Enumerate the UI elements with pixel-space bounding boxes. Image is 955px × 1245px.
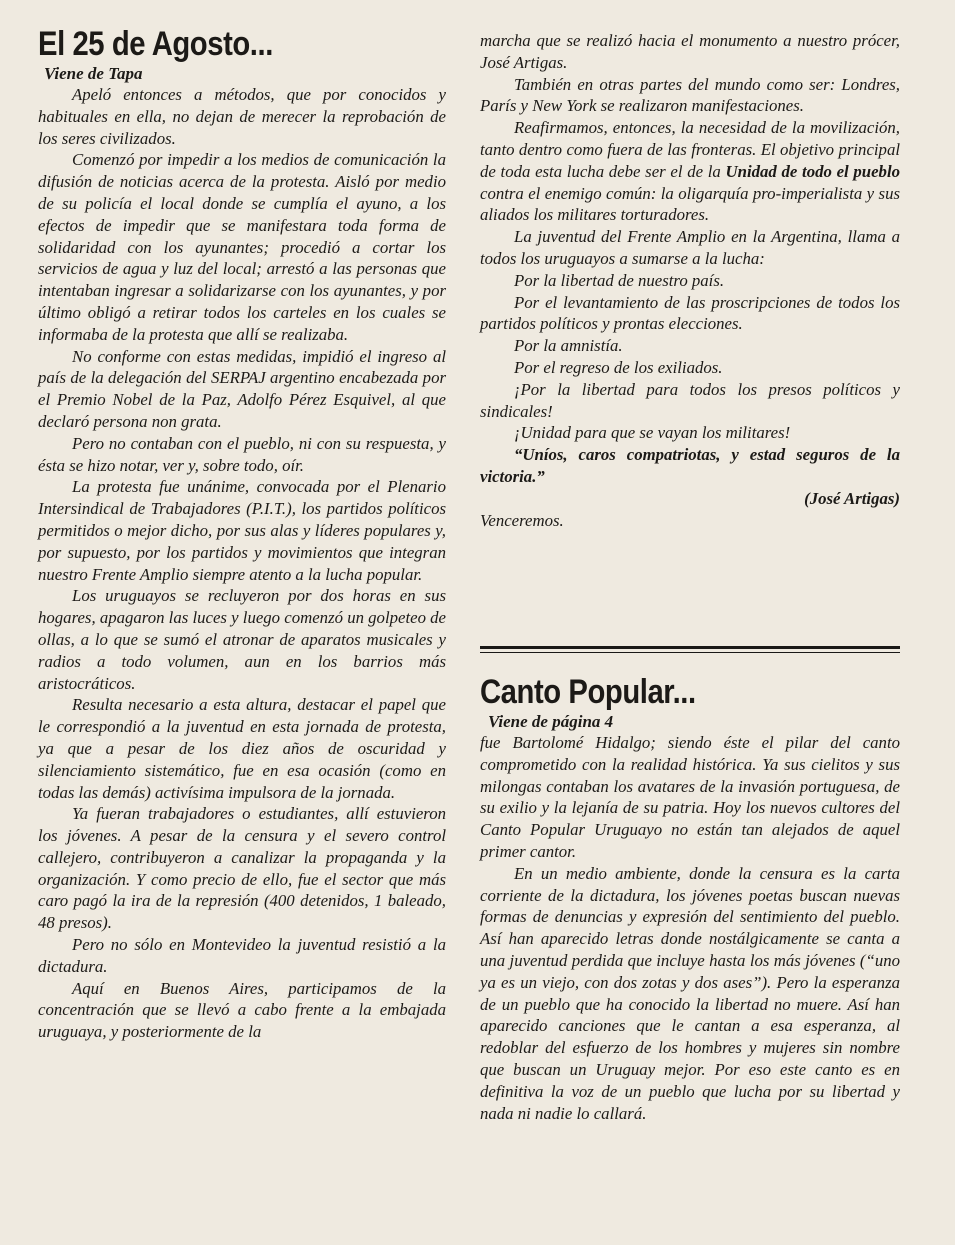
paragraph-text: Reafirmamos, entonces, la necesidad de la movilización, tanto dentro como fuera de las fronteras. El objetivo principal de toda esta lucha debe ser el de la (480, 118, 900, 181)
article-headline-canto-popular: Canto Popular... (480, 673, 696, 711)
left-column (38, 24, 446, 1043)
slogan: Por la libertad de nuestro país. (514, 270, 725, 290)
artigas-quote (480, 444, 900, 488)
paragraph: Resulta necesario a esta altura, destacar el papel que le correspondió a la juventud en esta jornada de protesta, ya que a pesar de los diez años de oscuridad y silenciamiento sistemático, fue en esa ocasión (como en todas las demás) activísima impulsora de la jornada. (38, 695, 446, 802)
paragraph: Pero no sólo en Montevideo la juventud resistió a la dictadura. (38, 935, 446, 976)
paragraph: En un medio ambiente, donde la censura es la carta corriente de la dictadura, los jóvenes poetas buscan nuevas formas de denuncias y expresión del sentimiento del pueblo. Así han aparecido letras donde nostálgicamente se canta a una juventud perdida que incluye hasta los más jóvenes (“uno ya es un viejo, con dos zotas y dos ases”). Pero la esperanza de un pueblo que ha conocido la libertad no muere. Así han aparecido canciones que le cantan a esa esperanza, al redoblar del esfuerzo de los hombres y mujeres sin nombre que buscan un Uruguay mejor. Por eso este canto es en definitiva la voz de un pueblo que lucha por su libertad y nada ni nadie lo callará. (480, 863, 900, 1123)
section-divider (480, 646, 900, 649)
continuation-note: Viene de Tapa (44, 64, 143, 83)
paragraph: También en otras partes del mundo como ser: Londres, París y New York se realizaron manifestaciones. (480, 74, 900, 116)
slogan: ¡Unidad para que se vayan los militares! (514, 423, 791, 443)
article-headline-25-agosto: El 25 de Agosto... (38, 25, 273, 63)
slogan: Por el levantamiento de las proscripciones de todos los partidos políticos y prontas elecciones. (480, 292, 900, 334)
paragraph (480, 117, 900, 226)
section-divider-thin (480, 652, 900, 653)
paragraph: Comenzó por impedir a los medios de comunicación la difusión de noticias acerca de la protesta. Aisló por medio de su policía el local donde se cumplía el ayuno, a los efectos de impedir que se manifestara toda forma de solidaridad con los ayunantes; procedió a cortar los servicios de agua y luz del local; arrestó a las personas que intentaban ingresar a solidarizarse con los ayunantes, y por último obligó a retirar todos los carteles en los cuales se informaba de la protesta que allí se realizaba. (38, 150, 446, 344)
quote-text: “Uníos, caros compatriotas, y estad seguros de la victoria.” (480, 445, 900, 486)
paragraph: fue Bartolomé Hidalgo; siendo éste el pilar del canto comprometido con la realidad histórica. Ya sus cielitos y sus milongas contaban los avatares de la invasión portuguesa, de su exilio y la lejanía de su patria. Hoy los nuevos cultores del Canto Popular Uruguayo no están tan alejados de aquel primer cantor. (480, 733, 900, 861)
slogan: Por el regreso de los exiliados. (514, 357, 723, 377)
slogan: ¡Por la libertad para todos los presos políticos y sindicales! (480, 379, 900, 421)
canto-popular-article (480, 672, 900, 1124)
paragraph-text: contra el enemigo común: la oligarquía pro-imperialista y sus aliados los militares torturadores. (480, 183, 900, 225)
continuation-note: Viene de página 4 (488, 712, 614, 731)
paragraph: Apeló entonces a métodos, que por conocidos y habituales en ella, no dejan de merecer la reprobación de los seres civilizados. (38, 85, 446, 148)
paragraph: No conforme con estas medidas, impidió el ingreso al país de la delegación del SERPAJ argentino encabezada por el Premio Nobel de la Paz, Adolfo Pérez Esquivel, al que declaró persona non grata. (38, 346, 446, 431)
paragraph: Aquí en Buenos Aires, participamos de la concentración que se llevó a cabo frente a la embajada uruguaya, y posteriormente de la (38, 978, 446, 1042)
signature-text: (José Artigas) (804, 488, 900, 508)
closing-word: Venceremos. (480, 510, 564, 530)
paragraph: Pero no contaban con el pueblo, ni con su respuesta, y ésta se hizo notar, ver y, sobre todo, oír. (38, 433, 446, 475)
bold-phrase: Unidad de todo el pueblo (725, 161, 900, 181)
quote-signature (480, 488, 900, 510)
paragraph: Los uruguayos se recluyeron por dos horas en sus hogares, apagaron las luces y luego comenzó un golpeteo de ollas, a lo que se sumó el atronar de aparatos musicales y radios a todo volumen, aun en los barrios más aristocráticos. (38, 586, 446, 693)
right-column (480, 30, 900, 531)
paragraph: Ya fueran trabajadores o estudiantes, allí estuvieron los jóvenes. A pesar de la censura y el severo control callejero, contribuyeron a canalizar la propaganda y la organización. Y como precio de ello, fue el sector que más caro pagó la ira de la represión (400 detenidos, 1 baleado, 48 presos). (38, 804, 446, 933)
paragraph: marcha que se realizó hacia el monumento a nuestro prócer, José Artigas. (480, 31, 900, 72)
slogan: Por la amnistía. (514, 336, 623, 356)
paragraph: La protesta fue unánime, convocada por el Plenario Intersindical de Trabajadores (P.I.T.), los partidos políticos permitidos o mejor dicho, por sus alas y líderes populares y, por supuesto, por los partidos y movimientos que integran nuestro Frente Amplio siempre atento a la lucha popular. (38, 477, 446, 584)
paragraph: La juventud del Frente Amplio en la Argentina, llama a todos los uruguayos a sumarse a la lucha: (480, 227, 900, 268)
